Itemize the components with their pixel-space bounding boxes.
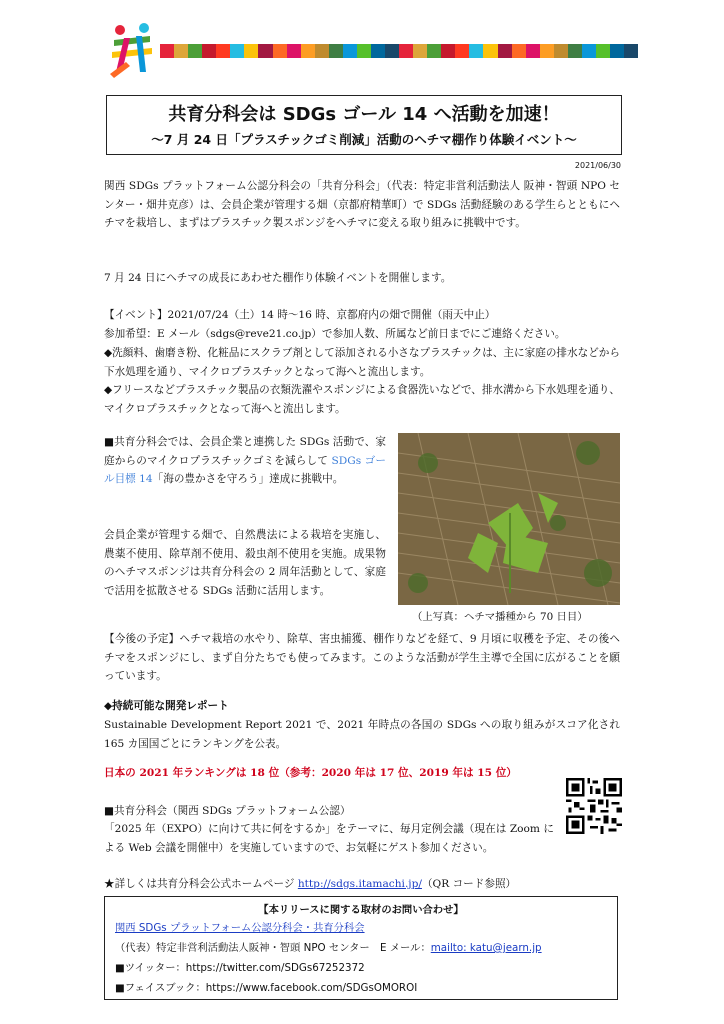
intro-paragraph: 関西 SDGs プラットフォーム公認分科会の「共育分科会」（代表：特定非営利活動法人 阪神・智頭 NPO センター・畑井克彦）は、会員企業が管理する畑（京都府精華町）で SDGs 活動経験のある学生らとともにヘチマを栽培し、まずはプラスチック製スポンジをヘチマに変える取り組みに挑戦中です。 [104, 180, 620, 229]
contact-facebook[interactable]: ■フェイスブック：https://www.facebook.com/SDGsOMOROI [115, 982, 418, 994]
band-segment [498, 44, 512, 58]
band-segment [582, 44, 596, 58]
sdg-goal-14: SDGs ゴール目標 14 [104, 454, 386, 485]
contact-email-link[interactable]: mailto: katu@jearn.jp [430, 942, 542, 954]
sdg-color-band [160, 44, 638, 58]
event-line: 【イベント】2021/07/24（土）14 時～16 時、京都府内の畑で開催（雨天中止） [104, 309, 496, 321]
band-segment [273, 44, 287, 58]
activity-paragraph [104, 433, 386, 489]
contact-box [104, 896, 618, 1000]
homepage-suffix: （QR コード参照） [421, 878, 517, 890]
band-segment [469, 44, 483, 58]
band-segment [413, 44, 427, 58]
photo-caption: （上写真：ヘチマ播種から 70 日目） [412, 611, 588, 623]
homepage-prefix: ★詳しくは共育分科会公式ホームページ [104, 878, 298, 890]
band-segment [624, 44, 638, 58]
band-segment [554, 44, 568, 58]
contact-representative [115, 939, 542, 954]
title-box [106, 95, 622, 155]
band-segment [399, 44, 413, 58]
intro-event-note: 7 月 24 日にヘチマの成長にあわせた棚作り体験イベントを開催します。 [104, 272, 452, 284]
report-heading: ◆持続可能な開発レポート [104, 700, 229, 712]
report-body: Sustainable Development Report 2021 で、2021 年時点の各国の SDGs への取り組みがスコア化され 165 カ国国ごとにランキングを公表。 [104, 719, 620, 750]
band-segment [188, 44, 202, 58]
event-apply-line: 参加希望：E メール（sdgs@reve21.co.jp）で参加人数、所属など前日までにご連絡ください。 [104, 328, 566, 340]
band-segment [568, 44, 582, 58]
about-body: 「2025 年（EXPO）に向けて共に何をするか」をテーマに、毎月定例会議（現在は Zoom による Web 会議を開催中）を実施していますので、お気軽にゲスト参加ください。 [104, 823, 554, 854]
band-segment [512, 44, 526, 58]
band-segment [230, 44, 244, 58]
about-heading: ■共育分科会（関西 SDGs プラットフォーム公認） [104, 805, 351, 817]
band-segment [596, 44, 610, 58]
kyoiku-logo [106, 22, 158, 78]
band-segment [427, 44, 441, 58]
activity-farm-paragraph: 会員企業が管理する畑で、自然農法による栽培を実施し、農薬不使用、除草剤不使用、殺虫剤不使用を実施。成果物のヘチマスポンジは共育分科会の 2 周年活動として、家庭で活用を拡散させる SDGs 活動に活用します。 [104, 529, 386, 597]
band-segment [258, 44, 272, 58]
release-date: 2021/06/30 [574, 161, 621, 170]
band-segment [244, 44, 258, 58]
homepage-link[interactable]: http://sdgs.itamachi.jp/ [297, 878, 422, 890]
activity-text-1: ■共育分科会では、会員企業と連携した SDGs 活動で、家庭からのマイクロプラスチックゴミを減らして [104, 436, 386, 467]
band-segment [483, 44, 497, 58]
contact-twitter[interactable]: ■ツイッター：https://twitter.com/SDGs67252372 [115, 962, 365, 974]
bullet-scrub: ◆洗顔料、歯磨き粉、化粧品にスクラブ剤として添加される小さなプラスチックは、主に家庭の排水などから下水処理を通り、マイクロプラスチックとなって海へと流出します。 [104, 347, 620, 378]
contact-org-link[interactable]: 関西 SDGs プラットフォーム公認分科会・共育分科会 [115, 922, 365, 934]
homepage-line [104, 875, 620, 894]
band-segment [371, 44, 385, 58]
band-segment [160, 44, 174, 58]
japan-ranking: 日本の 2021 年ランキングは 18 位（参考：2020 年は 17 位、2019 年は 15 位） [104, 767, 517, 779]
future-plan: 【今後の予定】ヘチマ栽培の水やり、除草、害虫捕獲、棚作りなどを経て、9 月頃に収穫を予定、その後ヘチマをスポンジにし、まず自分たちでも使ってみます。このような活動が学生主導で全国に広がることを願っています。 [104, 633, 620, 682]
page-title: 共育分科会は SDGs ゴール 14 へ活動を加速！ [168, 104, 560, 125]
band-segment [315, 44, 329, 58]
band-segment [174, 44, 188, 58]
band-segment [301, 44, 315, 58]
band-segment [526, 44, 540, 58]
band-segment [610, 44, 624, 58]
loofah-plant-photo [398, 433, 620, 605]
band-segment [287, 44, 301, 58]
qr-code[interactable] [566, 778, 622, 834]
band-segment [455, 44, 469, 58]
band-segment [343, 44, 357, 58]
band-segment [385, 44, 399, 58]
contact-heading: 【本リリースに関する取材のお問い合わせ】 [258, 904, 464, 916]
page-subtitle: ～7 月 24 日「プラスチックゴミ削減」活動のヘチマ棚作り体験イベント～ [151, 132, 577, 147]
activity-text-2: 「海の豊かさを守ろう」達成に挑戦中。 [152, 473, 344, 485]
band-segment [441, 44, 455, 58]
bullet-fleece: ◆フリースなどプラスチック製品の衣類洗濯やスポンジによる食器洗いなどで、排水溝から下水処理を通り、マイクロプラスチックとなって海へと流出します。 [104, 384, 620, 415]
band-segment [540, 44, 554, 58]
band-segment [329, 44, 343, 58]
contact-rep-text: （代表）特定非営利活動法人阪神・智頭 NPO センター E メール： [115, 942, 431, 954]
band-segment [216, 44, 230, 58]
band-segment [357, 44, 371, 58]
band-segment [202, 44, 216, 58]
